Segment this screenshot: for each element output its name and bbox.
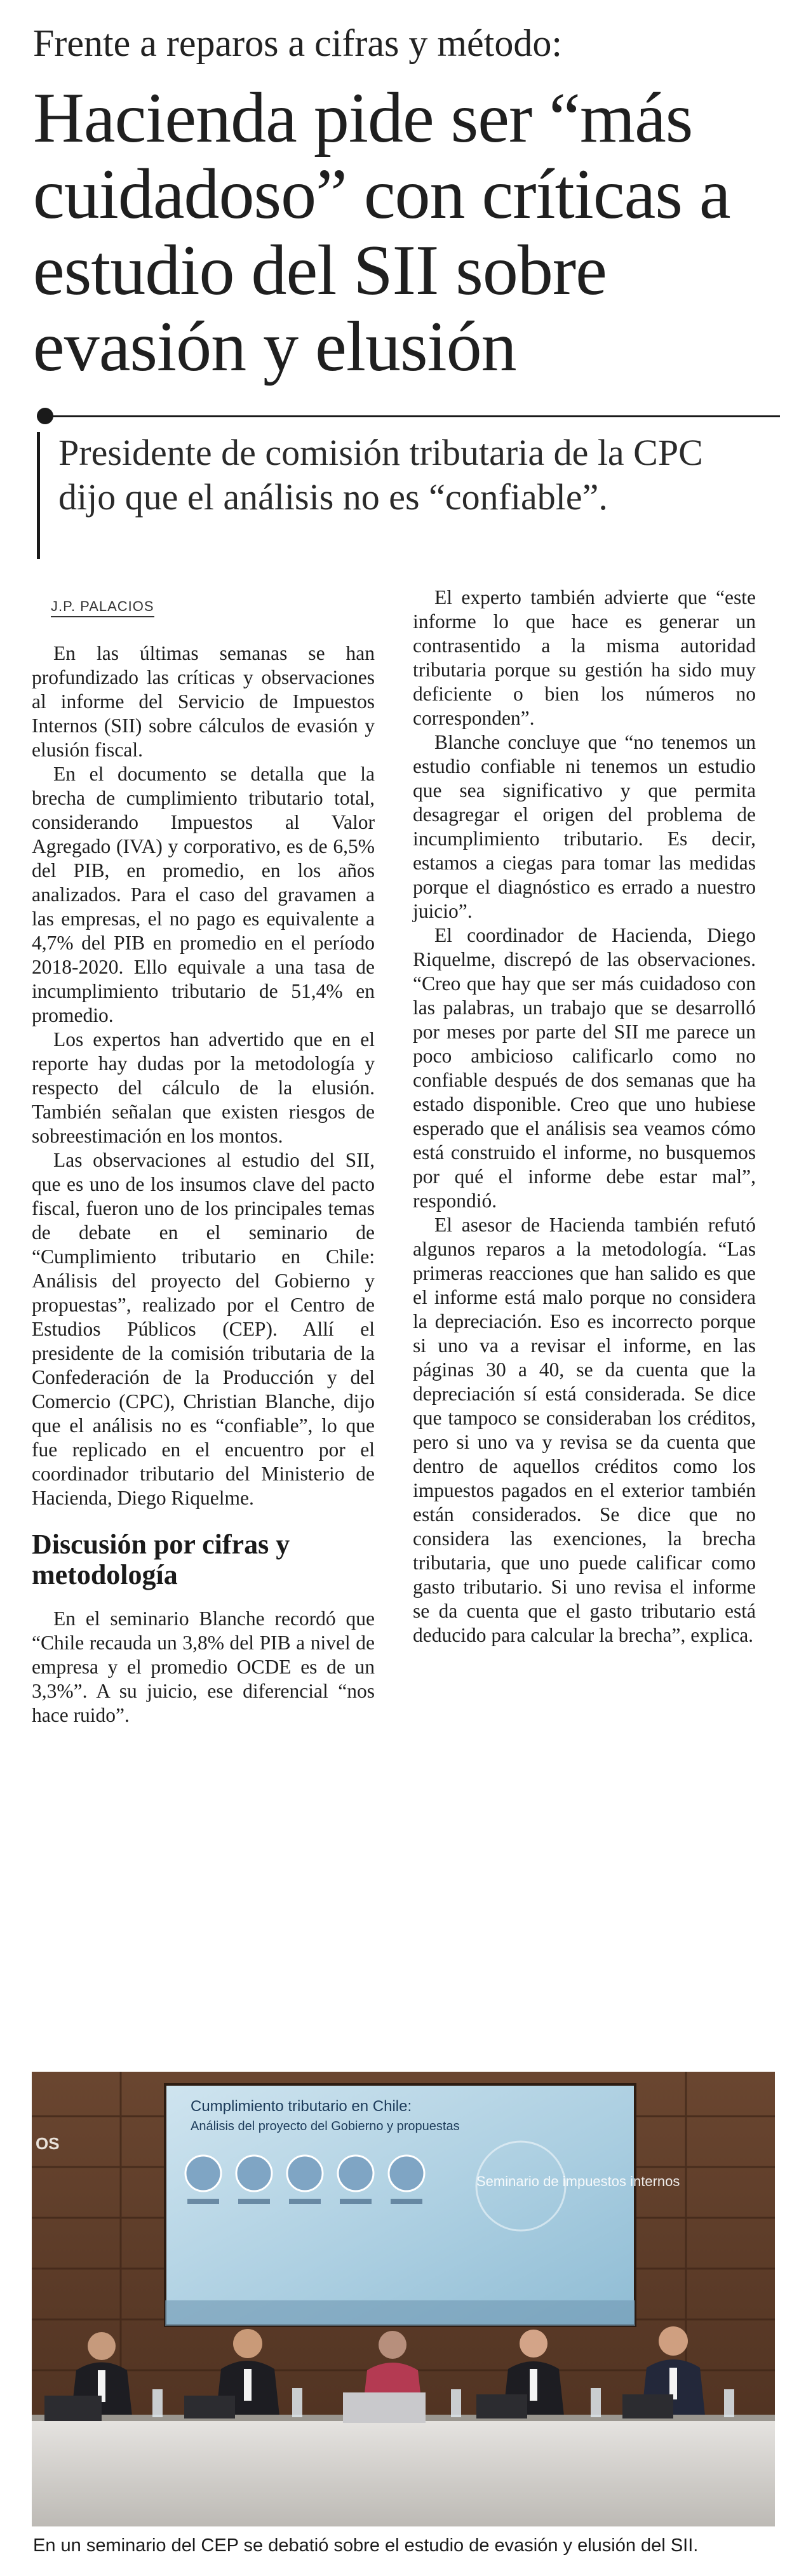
paragraph: El asesor de Hacienda también refutó algunos reparos a la metodología. “Las primeras reacciones que han salido es que el informe está malo porque no considera la depreciación. Eso es incorrecto porque si uno va a revisar el informe, en las páginas 30 a 40, se da cuenta que la depreciación sí está considerada. Se dice que tampoco se consideraban los créditos, pero si uno va y revisa se da cuenta que dentro de aquellos créditos como los impuestos pagados en el exterior también están considerados. Se dice que no considera las exenciones, la brecha tributaria, que uno puede calificar como gasto tributario. Si uno revisa el informe se da cuenta que el gasto tributario está deducido para calcular la brecha”, explica.: [413, 1214, 756, 1646]
article-subhead: Presidente de comisión tributaria de la CPC dijo que el análisis no es “confiable”.: [58, 432, 703, 518]
section-heading: Discusión por cifras y metodología: [32, 1529, 290, 1590]
screen-title: Cumplimiento tributario en Chile:: [191, 2098, 412, 2115]
paragraph: Blanche concluye que “no tenemos un estudio confiable ni tenemos un estudio que sea significativo y que permita desagregar el origen del problema de incumplimiento tributario. Es decir, estamos a ciegas para tomar las medidas porque el diagnóstico es errado a nuestro juicio”.: [413, 731, 756, 922]
seminar-photo-illustration: [32, 2072, 775, 2526]
byline: J.P. PALACIOS: [51, 598, 154, 617]
paragraph: El experto también advierte que “este informe lo que hace es generar un contrasentido a la misma autoridad tributaria porque su gestión ha sido muy deficiente o bien los números no corresponden”.: [413, 586, 756, 729]
wall-lettering: OS: [36, 2134, 60, 2153]
subhead-bar: [37, 432, 40, 559]
paragraph: En el documento se detalla que la brecha de cumplimiento tributario total, considerando Impuestos al Valor Agregado (IVA) y corporativo, es de 6,5% del PIB, en promedio, en los años analizados. Para el caso del gravamen a las empresas, el no pago es equivalente a 4,7% del PIB en promedio en el período 2018-2020. Ello equivale a una tasa de incumplimiento tributario de 51,4% en promedio.: [32, 763, 375, 1026]
paragraph: Los expertos han advertido que en el reporte hay dudas por la metodología y respecto del cálculo de la elusión. También señalan que existen riesgos de sobreestimación en los montos.: [32, 1028, 375, 1147]
divider-dot: [37, 408, 53, 424]
left-column: [32, 641, 375, 1727]
photo-caption: En un seminario del CEP se debatió sobre el estudio de evasión y elusión del SII.: [33, 2535, 699, 2556]
seminar-photo: [32, 2072, 775, 2526]
screen-subtitle: Análisis del proyecto del Gobierno y propuestas: [191, 2119, 460, 2133]
paragraph: En las últimas semanas se han profundizado las críticas y observaciones al informe del Servicio de Impuestos Internos (SII) sobre cálculos de evasión y elusión fiscal.: [32, 642, 375, 761]
screen-side-text: Seminario de impuestos internos: [476, 2173, 680, 2189]
article-kicker: Frente a reparos a cifras y método:: [33, 22, 562, 64]
article-headline: Hacienda pide ser “más cuidadoso” con críticas a estudio del SII sobre evasión y elusión: [33, 79, 730, 386]
panel-table: [32, 2415, 775, 2526]
headline-divider: [37, 415, 780, 417]
paragraph: El coordinador de Hacienda, Diego Riquelme, discrepó de las observaciones. “Creo que hay que ser más cuidadoso con las palabras, un trabajo que se desarrolló por meses por parte del SII me parece un poco ambicioso calificarlo como no confiable después de dos semanas que ha estado disponible. Creo que uno hubiese esperado que el análisis sea veamos cómo está construido el informe, no busquemos por qué el informe debe estar mal”, respondió.: [413, 924, 756, 1212]
right-column: [413, 586, 756, 1647]
paragraph: En el seminario Blanche recordó que “Chile recauda un 3,8% del PIB a nivel de empresa y el promedio OCDE es de un 3,3%”. A su juicio, ese diferencial “nos hace ruido”.: [32, 1607, 375, 1726]
paragraph: Las observaciones al estudio del SII, que es uno de los insumos clave del pacto fiscal, fueron uno de los principales temas de debate en el seminario de “Cumplimiento tributario en Chile: Análisis del proyecto del Gobierno y propuestas”, realizado por el Centro de Estudios Públicos (CEP). Allí el presidente de la comisión tributaria de la Confederación de la Producción y del Comercio (CPC), Christian Blanche, dijo que el análisis no es “confiable”, lo que fue replicado en el encuentro por el coordinador tributario del Ministerio de Hacienda, Diego Riquelme.: [32, 1149, 375, 1509]
